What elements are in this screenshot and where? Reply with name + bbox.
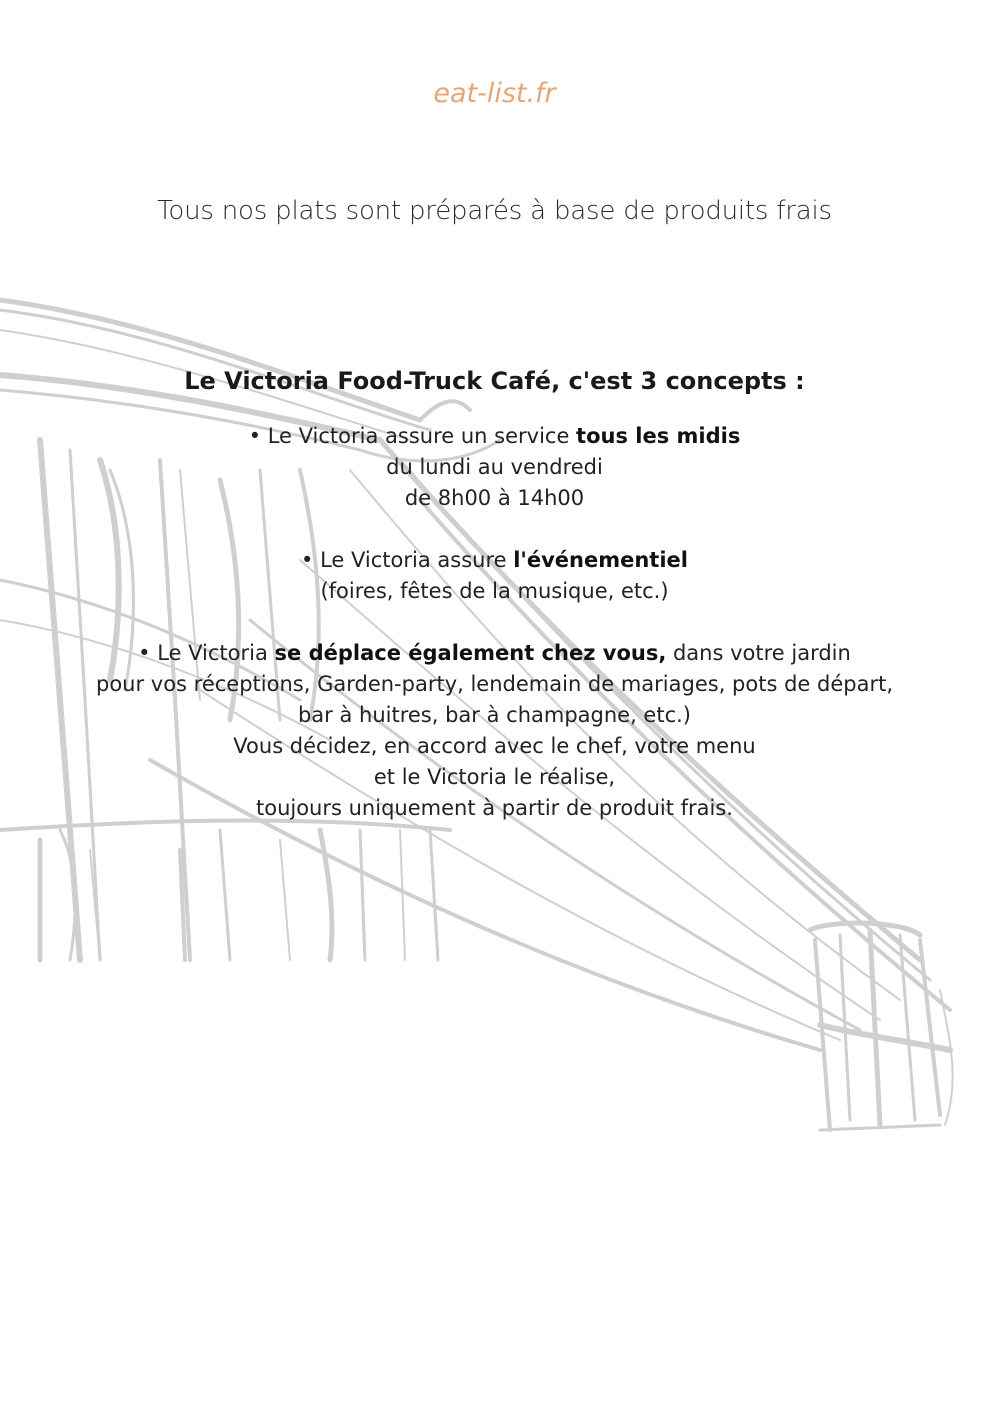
concept-1-line-2: du lundi au vendredi bbox=[386, 455, 603, 479]
concept-3-line-4: Vous décidez, en accord avec le chef, votre menu bbox=[233, 734, 756, 758]
concept-1-line-3: de 8h00 à 14h00 bbox=[404, 486, 585, 510]
concept-3-prefix: • Le Victoria bbox=[138, 641, 275, 665]
concept-2 bbox=[0, 545, 989, 607]
concept-1-line-1 bbox=[0, 421, 989, 452]
concept-3-line-1 bbox=[0, 638, 989, 669]
concept-1 bbox=[0, 421, 989, 514]
concept-3-bold: se déplace également chez vous, bbox=[274, 641, 667, 665]
concept-1-bold: tous les midis bbox=[576, 424, 741, 448]
concept-2-prefix: • Le Victoria assure bbox=[301, 548, 514, 572]
concept-3-suffix: dans votre jardin bbox=[666, 641, 851, 665]
concept-2-bold: l'événementiel bbox=[513, 548, 688, 572]
tagline: Tous nos plats sont préparés à base de produits frais bbox=[157, 196, 832, 226]
concepts-section bbox=[0, 363, 989, 855]
concept-1-prefix: • Le Victoria assure un service bbox=[248, 424, 577, 448]
concept-3-line-5: et le Victoria le réalise, bbox=[373, 765, 616, 789]
concept-2-line-2: (foires, fêtes de la musique, etc.) bbox=[320, 579, 669, 603]
concept-3-line-2: pour vos réceptions, Garden-party, lendemain de mariages, pots de départ, bbox=[95, 672, 893, 696]
concept-3-line-3: bar à huitres, bar à champagne, etc.) bbox=[297, 703, 692, 727]
concept-3 bbox=[0, 638, 989, 824]
concept-2-line-1 bbox=[0, 545, 989, 576]
site-name: eat-list.fr bbox=[433, 78, 556, 109]
concepts-heading: Le Victoria Food-Truck Café, c'est 3 concepts : bbox=[184, 367, 805, 395]
concept-3-line-6: toujours uniquement à partir de produit frais. bbox=[255, 796, 733, 820]
